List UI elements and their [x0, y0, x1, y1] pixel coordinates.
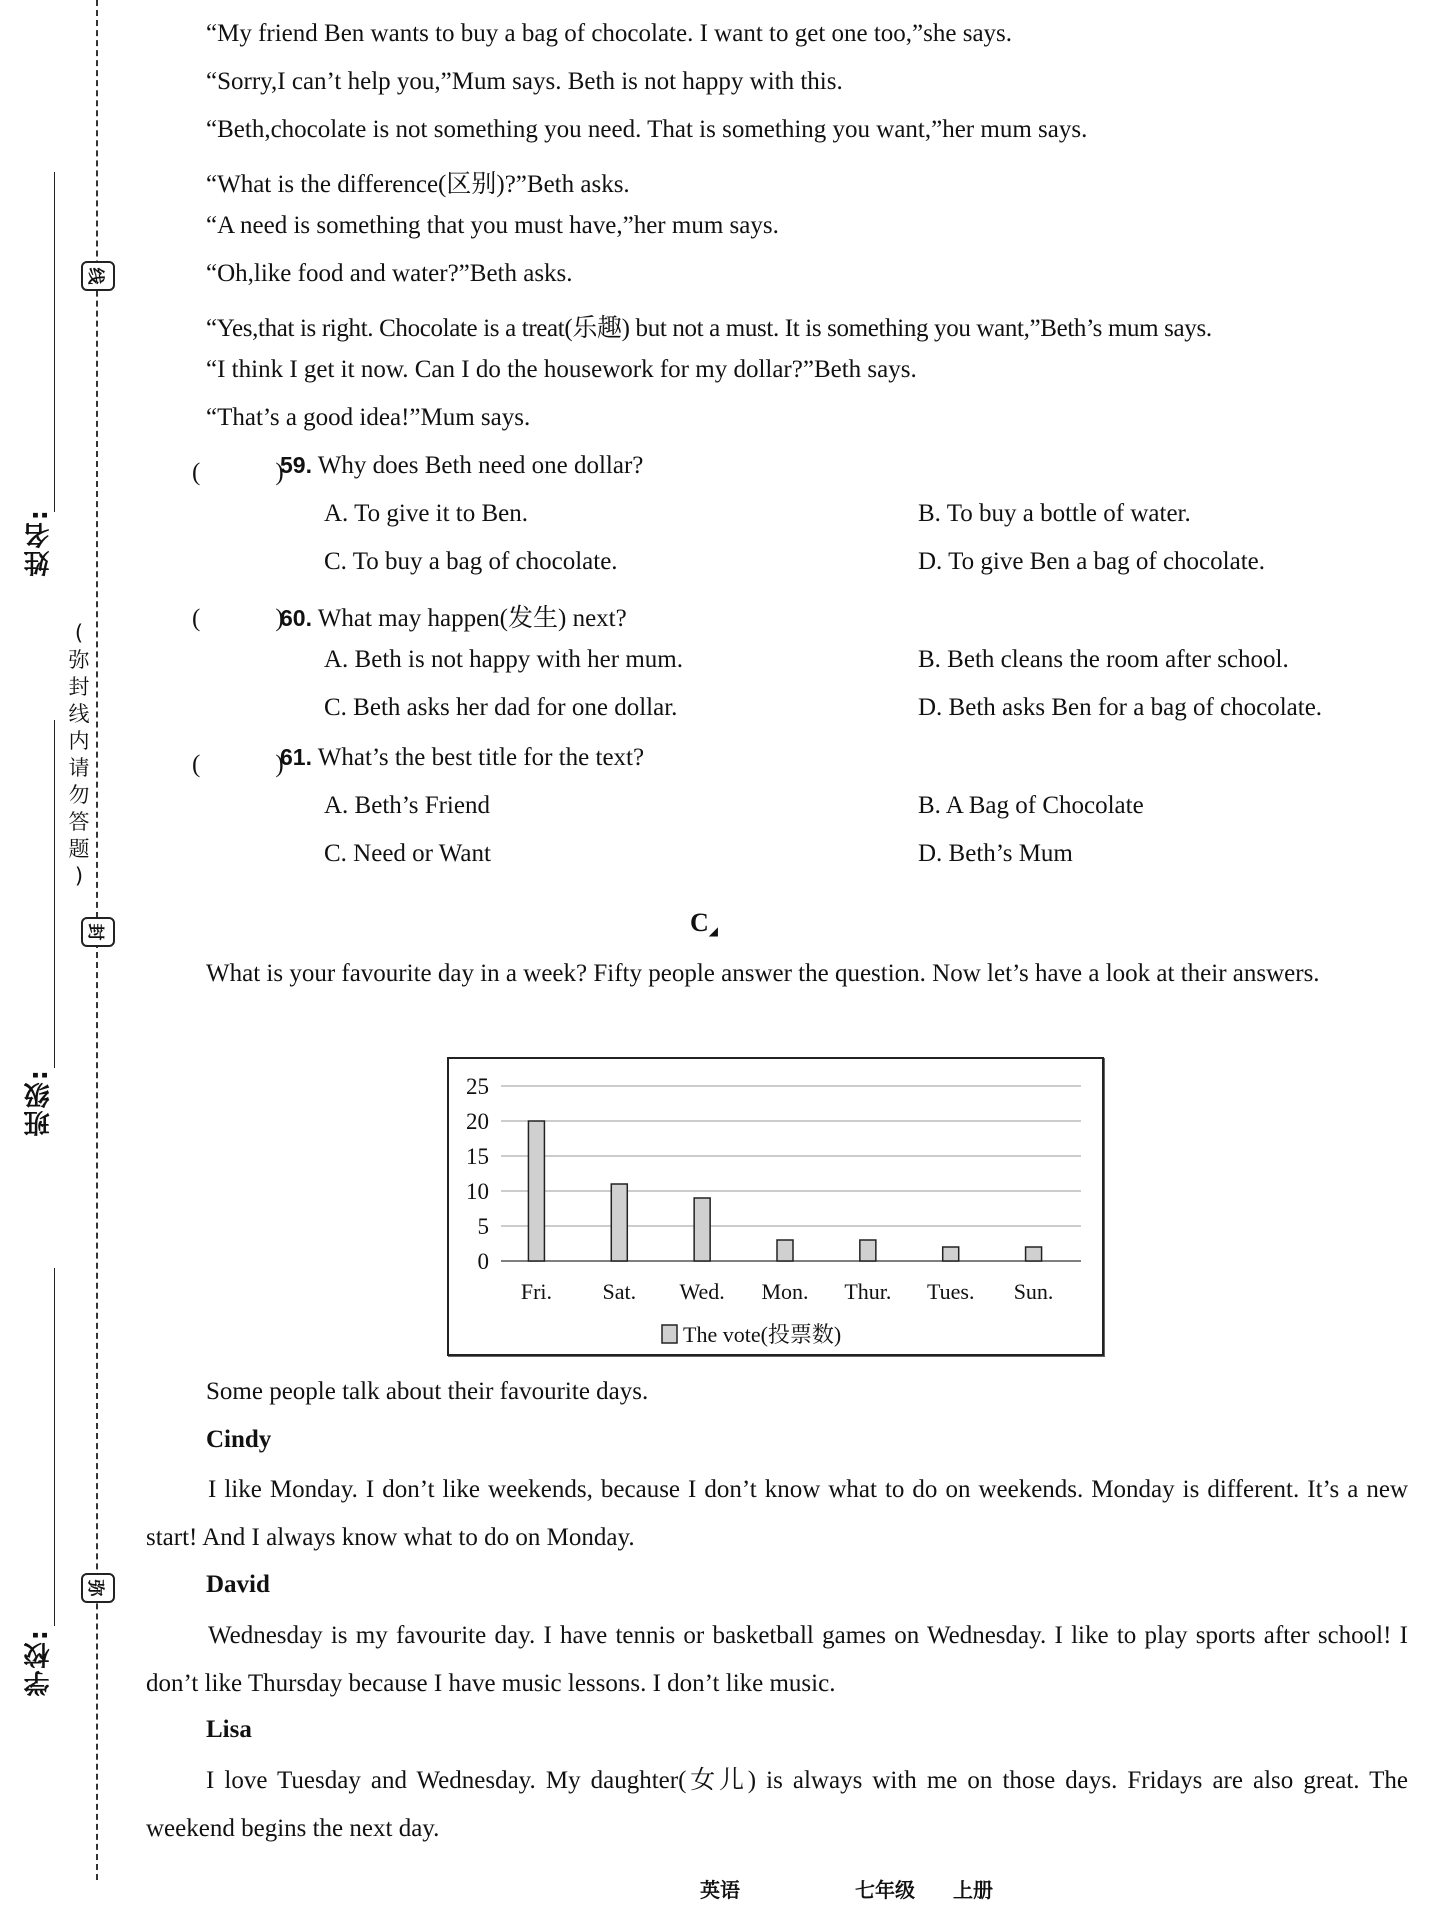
y-tick-label: 0: [477, 1249, 489, 1274]
favourite-day-bar-chart: [447, 1057, 1104, 1356]
answer-blank[interactable]: ( ): [192, 605, 284, 632]
footer-volume: 上册: [953, 1878, 993, 1902]
question-number: 60.: [280, 605, 312, 631]
passage-line: “My friend Ben wants to buy a bag of chocolate. I want to get one too,”she says.: [206, 20, 1013, 47]
bar-tues: [943, 1247, 959, 1261]
heading-corner-mark-icon: ◢: [708, 924, 719, 938]
x-tick-label: Sat.: [602, 1279, 637, 1304]
y-tick-label: 15: [466, 1144, 489, 1169]
y-tick-label: 10: [466, 1179, 489, 1204]
speaker-name-cindy: Cindy: [206, 1426, 272, 1453]
option-a[interactable]: A. Beth is not happy with her mum.: [324, 646, 683, 673]
passage-line: “Beth,chocolate is not something you need. That is something you want,”her mum says.: [206, 116, 1088, 143]
legend-label: The vote(投票数): [683, 1322, 842, 1347]
x-tick-label: Mon.: [761, 1279, 809, 1304]
passage-line: “That’s a good idea!”Mum says.: [206, 404, 531, 431]
class-field-label: 班级:: [24, 1068, 54, 1137]
x-tick-label: Sun.: [1013, 1279, 1054, 1304]
option-d[interactable]: D. Beth asks Ben for a bag of chocolate.: [918, 694, 1323, 721]
school-fill-line[interactable]: [54, 1268, 55, 1626]
chart-canvas: [449, 1059, 1102, 1354]
option-c[interactable]: C. Need or Want: [324, 840, 491, 867]
option-b[interactable]: B. Beth cleans the room after school.: [918, 646, 1289, 673]
bar-sun: [1026, 1247, 1042, 1261]
seal-mark-xian: 线: [81, 261, 115, 291]
question-number: 59.: [280, 452, 312, 478]
passage-line: “Oh,like food and water?”Beth asks.: [206, 260, 573, 287]
x-tick-label: Tues.: [926, 1279, 975, 1304]
y-tick-label: 20: [466, 1109, 489, 1134]
answer-blank[interactable]: ( ): [192, 459, 284, 486]
section-c-intro: What is your favourite day in a week? Fifty people answer the question. Now let’s have a look at their answers.: [206, 960, 1320, 987]
footer-grade: 七年级: [855, 1878, 915, 1902]
y-tick-label: 5: [477, 1214, 489, 1239]
footer-subject: 英语: [700, 1878, 740, 1902]
bar-thur: [860, 1240, 876, 1261]
passage-line: “Yes,that is right. Chocolate is a treat(乐趣) but not a must. It is something you want,”Beth’s mum says.: [206, 315, 1212, 342]
question-stem: [280, 452, 643, 480]
x-tick-label: Wed.: [679, 1279, 725, 1304]
bar-sat: [611, 1184, 627, 1261]
speaker-text-david: Wednesday is my favourite day. I have tennis or basketball games on Wednesday. I like to play sports after school! I don’t like Thursday because I have music lessons. I don’t like music.: [146, 1622, 1408, 1697]
speaker-text-cindy: I like Monday. I don’t like weekends, because I don’t know what to do on weekends. Monday is different. It’s a new start! And I always know what to do on Monday.: [146, 1476, 1408, 1551]
name-field-label: 姓名:: [24, 508, 54, 577]
name-fill-line[interactable]: [54, 172, 55, 512]
seal-mark-mi: 弥: [81, 1573, 115, 1603]
option-a[interactable]: A. To give it to Ben.: [324, 500, 529, 527]
section-c-heading: C◢: [690, 908, 719, 938]
passage-line: “What is the difference(区别)?”Beth asks.: [206, 171, 630, 198]
option-b[interactable]: B. To buy a bottle of water.: [918, 500, 1191, 527]
question-text: Why does Beth need one dollar?: [317, 452, 644, 479]
answer-blank[interactable]: ( ): [192, 751, 284, 778]
do-not-answer-notice: ( 弥 封 线 内 请 勿 答 题 ): [68, 621, 90, 888]
option-a[interactable]: A. Beth’s Friend: [324, 792, 490, 819]
question-stem: [280, 598, 627, 634]
x-tick-label: Fri.: [520, 1279, 553, 1304]
bar-mon: [777, 1240, 793, 1261]
option-d[interactable]: D. To give Ben a bag of chocolate.: [918, 548, 1265, 575]
school-field-label: 学校:: [24, 1628, 54, 1697]
x-tick-label: Thur.: [844, 1279, 892, 1304]
bar-fri: [528, 1121, 544, 1261]
legend-swatch: [662, 1325, 677, 1343]
class-fill-line[interactable]: [54, 720, 55, 1068]
y-tick-label: 25: [466, 1074, 489, 1099]
speaker-name-lisa: Lisa: [206, 1716, 252, 1743]
option-b[interactable]: B. A Bag of Chocolate: [918, 792, 1144, 819]
option-c[interactable]: C. To buy a bag of chocolate.: [324, 548, 618, 575]
passage-line: “I think I get it now. Can I do the housework for my dollar?”Beth says.: [206, 356, 917, 383]
option-c[interactable]: C. Beth asks her dad for one dollar.: [324, 694, 678, 721]
bar-wed: [694, 1198, 710, 1261]
seal-mark-feng: 封: [81, 917, 115, 947]
section-c-lead: Some people talk about their favourite days.: [206, 1378, 649, 1405]
option-d[interactable]: D. Beth’s Mum: [918, 840, 1073, 867]
speaker-text-lisa: I love Tuesday and Wednesday. My daughter(女儿) is always with me on those days. Fridays are also great. The weekend begins the next day.: [146, 1767, 1408, 1842]
question-text: What’s the best title for the text?: [317, 744, 645, 771]
passage-line: “A need is something that you must have,”her mum says.: [206, 212, 779, 239]
question-text: What may happen(发生) next?: [317, 605, 627, 632]
passage-line: “Sorry,I can’t help you,”Mum says. Beth is not happy with this.: [206, 68, 843, 95]
question-stem: [280, 744, 644, 772]
question-number: 61.: [280, 744, 312, 770]
speaker-name-david: David: [206, 1571, 270, 1598]
